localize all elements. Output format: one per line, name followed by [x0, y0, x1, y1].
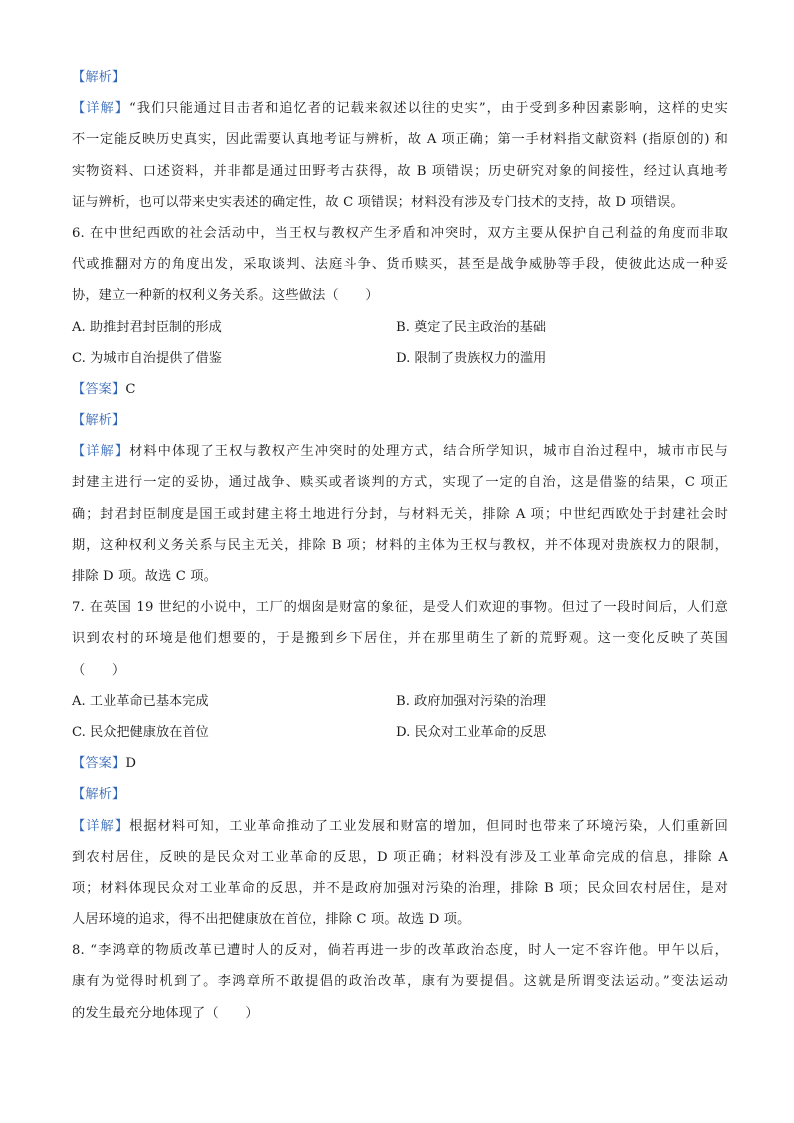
q6-option-d: D. 限制了贵族权力的滥用	[396, 350, 547, 366]
q5-detail-line-1: 【详解】“我们只能通过目击者和追忆者的记载来叙述以往的史实”，由于受到多种因素影响，这样的史实	[72, 101, 728, 117]
q7-options-row-1	[72, 686, 728, 717]
q7-detail-line-1: 【详解】根据材料可知，工业革命推动了工业发展和财富的增加，但同时也带来了环境污染，人们重新回	[72, 818, 728, 834]
q8-stem-line-3: 的发生最充分地体现了（ ）	[72, 1005, 259, 1021]
q6-detail-line-5: 排除 D 项。故选 C 项。	[72, 569, 218, 584]
q6-stem-line-1: 6. 在中世纪西欧的社会活动中，当王权与教权产生矛盾和冲突时，双方主要从保护自己利益的角度而非取	[72, 225, 728, 241]
q6-answer	[72, 374, 728, 405]
q6-option-b: B. 奠定了民主政治的基础	[396, 319, 546, 335]
q7-stem-line-2: 识到农村的环境是他们想要的，于是搬到乡下居住，并在那里萌生了新的荒野观。这一变化反映了英国	[72, 631, 728, 647]
document-page	[72, 62, 728, 1029]
analysis-label: 【解析】	[72, 787, 126, 803]
q7-option-a: A. 工业革命已基本完成	[72, 693, 209, 709]
q7-stem-line-3: （ ）	[72, 662, 126, 678]
q5-detail-line-3: 实物资料、口述资料，并非都是通过田野考古获得，故 B 项错误；历史研究对象的间接性，经过认真地考	[72, 163, 728, 179]
q8-stem-line-2: 康有为觉得时机到了。李鸿章所不敢提倡的政治改革，康有为要提倡。这就是所谓变法运动。”变法运动	[72, 974, 728, 990]
q6-stem-line-3: 协，建立一种新的权利义务关系。这些做法（ ）	[72, 288, 379, 304]
q6-detail-line-1: 【详解】材料中体现了王权与教权产生冲突时的处理方式，结合所学知识，城市自治过程中，城市市民与	[72, 444, 728, 460]
q6-stem-line-2: 代或推翻对方的角度出发，采取谈判、法庭斗争、货币赎买，甚至是战争威胁等手段，使彼此达成一种妥	[72, 257, 728, 273]
q7-option-c: C. 民众把健康放在首位	[72, 724, 209, 740]
detail-label: 【详解】	[72, 101, 130, 117]
q8-stem-line-1: 8. “李鸿章的物质改革已遭时人的反对，倘若再进一步的改革政治态度，时人一定不容许他。甲午以后，	[72, 943, 728, 959]
q7-option-b: B. 政府加强对污染的治理	[396, 693, 546, 709]
q6-answer-value: C	[125, 381, 136, 397]
q5-detail-line-2: 不一定能反映历史真实，因此需要认真地考证与辨析，故 A 项正确；第一手材料指文献资料 (指原创的) 和	[72, 132, 728, 148]
detail-label: 【详解】	[72, 818, 130, 834]
answer-label: 【答案】	[72, 381, 126, 397]
q7-answer	[72, 748, 728, 779]
q7-detail-line-2: 到农村居住，反映的是民众对工业革命的反思，D 项正确；材料没有涉及工业革命完成的信息，排除 A	[72, 849, 728, 865]
q6-option-a: A. 助推封君封臣制的形成	[72, 319, 222, 335]
q6-options-row-2	[72, 343, 728, 374]
q7-stem-line-1: 7. 在英国 19 世纪的小说中，工厂的烟囱是财富的象征，是受人们欢迎的事物。但过了一段时间后，人们意	[72, 600, 728, 616]
q5-detail-line-4: 证与辨析，也可以带来史实表述的确定性，故 C 项错误；材料没有涉及专门技术的支持，故 D 项错误。	[72, 194, 684, 210]
q6-detail-line-2: 封建主进行一定的妥协，通过战争、赎买或者谈判的方式，实现了一定的自治，这是借鉴的结果，C 项正	[72, 475, 728, 491]
q6-options-row-1	[72, 312, 728, 343]
q7-options-row-2	[72, 717, 728, 748]
answer-label: 【答案】	[72, 756, 126, 772]
q6-option-c: C. 为城市自治提供了借鉴	[72, 350, 222, 366]
q6-detail-line-3: 确；封君封臣制度是国王或封建主将土地进行分封，与材料无关，排除 A 项；中世纪西欧处于封建社会时	[72, 506, 728, 522]
q7-answer-value: D	[125, 756, 137, 772]
q6-detail-line-4: 期，这种权利义务关系与民主无关，排除 B 项；材料的主体为王权与教权，并不体现对贵族权力的限制，	[72, 537, 728, 553]
analysis-label: 【解析】	[72, 70, 126, 85]
q7-detail-line-3: 项；材料体现民众对工业革命的反思，并不是政府加强对污染的治理，排除 B 项；民众回农村居住，是对	[72, 880, 728, 896]
q7-detail-line-4: 人居环境的追求，得不出把健康放在首位，排除 C 项。故选 D 项。	[72, 912, 471, 928]
detail-label: 【详解】	[72, 444, 130, 460]
analysis-label: 【解析】	[72, 413, 126, 429]
q7-option-d: D. 民众对工业革命的反思	[396, 724, 547, 740]
